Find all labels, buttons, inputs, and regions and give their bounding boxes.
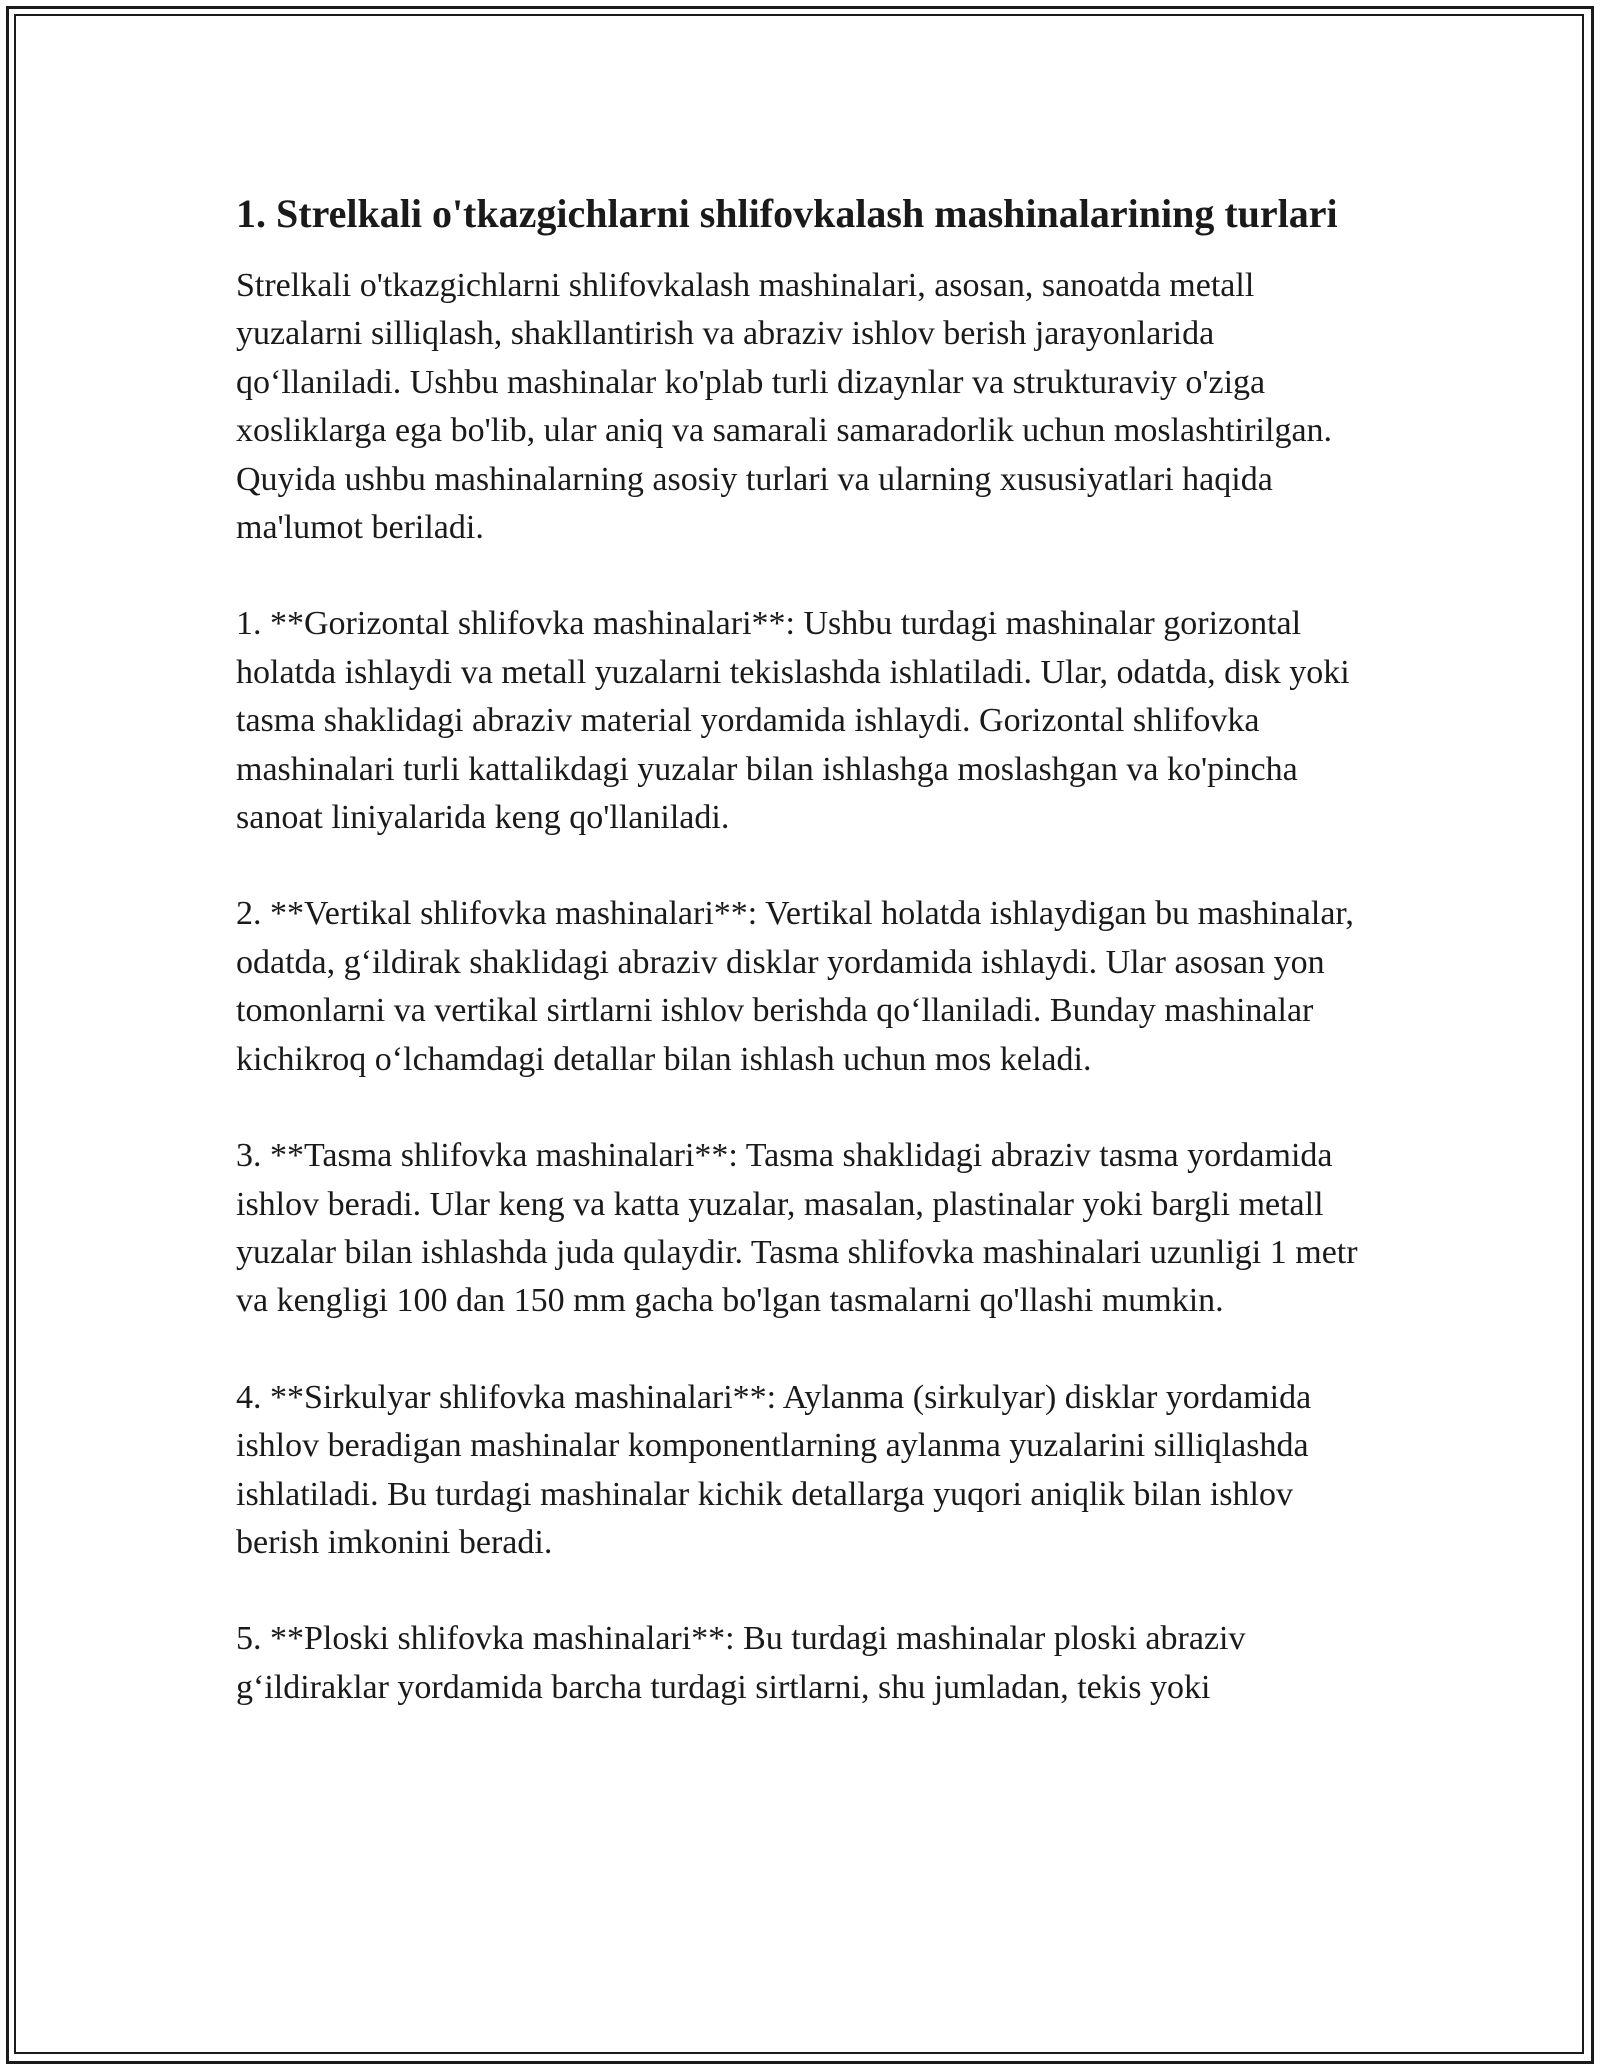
intro-paragraph: Strelkali o'tkazgichlarni shlifovkalash mashinalari, asosan, sanoatda metall yuzalarni silliqlash, shakllantirish va abraziv ishlov berish jarayonlarida qo‘llaniladi. Ushbu mashinalar ko'plab turli dizaynlar va strukturaviy o'ziga xosliklarga ega bo'lib, ular aniq va samarali samaradorlik uchun moslashtirilgan. Quyida ushbu mashinalarning asosiy turlari va ularning xususiyatlari haqida ma'lumot beriladi. bbox=[236, 267, 1333, 547]
section-heading: 1. Strelkali o'tkazgichlarni shlifovkalash mashinalarining turlari bbox=[236, 191, 1338, 236]
list-item-circular-grinders: 4. **Sirkulyar shlifovka mashinalari**: Aylanma (sirkulyar) disklar yordamida ishlov beradigan mashinalar komponentlarning aylanma yuzalarini silliqlashda ishlatiladi. Bu turdagi mashinalar kichik detallarga yuqori aniqlik bilan ishlov berish imkonini beradi. bbox=[236, 1378, 1312, 1561]
list-item-horizontal-grinders: 1. **Gorizontal shlifovka mashinalari**: Ushbu turdagi mashinalar gorizontal holatda ishlaydi va metall yuzalarni tekislashda ishlatiladi. Ular, odatda, disk yoki tasma shaklidagi abraziv material yordamida ishlaydi. Gorizontal shlifovka mashinalari turli kattalikdagi yuzalar bilan ishlashga moslashgan va ko'pincha sanoat liniyalarida keng qo'llaniladi. bbox=[236, 605, 1350, 837]
list-item-flat-grinders: 5. **Ploski shlifovka mashinalari**: Bu turdagi mashinalar ploski abraziv g‘ildiraklar yordamida barcha turdagi sirtlarni, shu jumladan, tekis yoki bbox=[236, 1620, 1246, 1706]
list-item-belt-grinders: 3. **Tasma shlifovka mashinalari**: Tasma shaklidagi abraziv tasma yordamida ishlov beradi. Ular keng va katta yuzalar, masalan, plastinalar yoki bargli metall yuzalar bilan ishlashda juda qulaydir. Tasma shlifovka mashinalari uzunligi 1 metr va kengligi 100 dan 150 mm gacha bo'lgan tasmalarni qo'llashi mumkin. bbox=[236, 1137, 1358, 1320]
list-item-vertical-grinders: 2. **Vertikal shlifovka mashinalari**: Vertikal holatda ishlaydigan bu mashinalar, odatda, g‘ildirak shaklidagi abraziv disklar yordamida ishlaydi. Ular asosan yon tomonlarni va vertikal sirtlarni ishlov berishda qo‘llaniladi. Bunday mashinalar kichikroq o‘lchamdagi detallar bilan ishlash uchun mos keladi. bbox=[236, 895, 1354, 1078]
document-body bbox=[236, 186, 1366, 1760]
